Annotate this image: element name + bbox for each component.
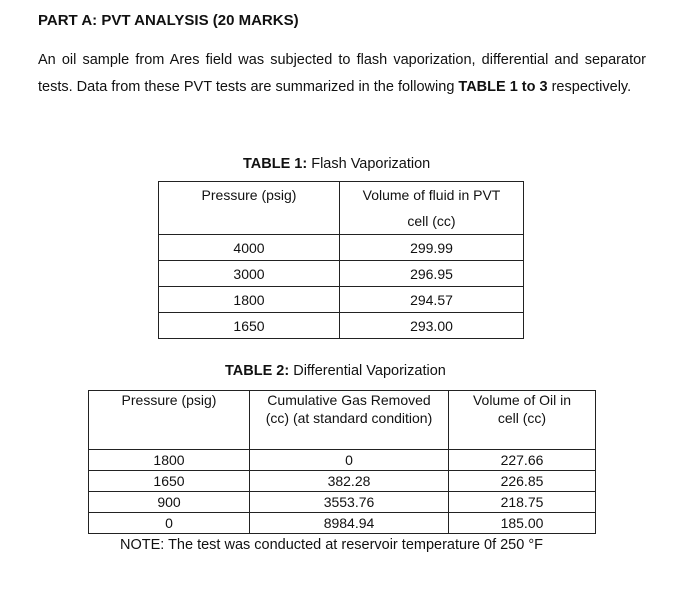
table-cell: 4000 [159,235,340,261]
table-cell: 900 [89,492,250,513]
table-row [89,450,596,471]
table-row [89,471,596,492]
flash-vaporization-table [158,181,524,339]
table-cell: 1800 [89,450,250,471]
table-row [159,287,524,313]
intro-bold: TABLE 1 to 3 [458,79,548,95]
table1-caption-rest: Flash Vaporization [307,156,431,172]
table-cell: 227.66 [449,450,596,471]
table-cell: 0 [250,450,449,471]
table2-caption-bold: TABLE 2: [225,363,290,379]
table1-caption-bold: TABLE 1: [243,156,308,172]
table-cell: 1800 [159,287,340,313]
table-cell: 8984.94 [250,513,449,534]
table-cell: 1650 [159,313,340,339]
table-cell: 0 [89,513,250,534]
table-header-row [159,182,524,235]
column-header: Volume of Oil in cell (cc) [449,391,596,450]
table-cell: 296.95 [340,261,524,287]
column-header: Pressure (psig) [89,391,250,450]
table-row [159,235,524,261]
intro-end: respectively. [547,79,632,95]
differential-vaporization-table [88,390,596,534]
table-row [89,492,596,513]
table-row [159,313,524,339]
table-cell: 294.57 [340,287,524,313]
table-cell: 218.75 [449,492,596,513]
table-cell: 3000 [159,261,340,287]
table1-caption [243,156,430,172]
table-row [159,261,524,287]
table-cell: 1650 [89,471,250,492]
column-header: Cumulative Gas Removed (cc) (at standard condition) [250,391,449,450]
column-header: Pressure (psig) [159,182,340,235]
column-header: Volume of fluid in PVT cell (cc) [340,182,524,235]
table-row [89,513,596,534]
table-cell: 185.00 [449,513,596,534]
table-cell: 3553.76 [250,492,449,513]
table-cell: 293.00 [340,313,524,339]
section-heading: PART A: PVT ANALYSIS (20 MARKS) [38,12,299,29]
table-cell: 226.85 [449,471,596,492]
table2-note: NOTE: The test was conducted at reservoir temperature 0f 250 °F [120,537,543,553]
intro-paragraph [38,47,646,101]
table-header-row [89,391,596,450]
table-cell: 299.99 [340,235,524,261]
table-cell: 382.28 [250,471,449,492]
table2-caption-rest: Differential Vaporization [289,363,446,379]
intro-text: An oil sample from Ares field was subjected to flash vaporization, differential and separator tests. Data from these PVT tests are summarized in the following [38,52,646,95]
table2-caption [225,363,446,379]
